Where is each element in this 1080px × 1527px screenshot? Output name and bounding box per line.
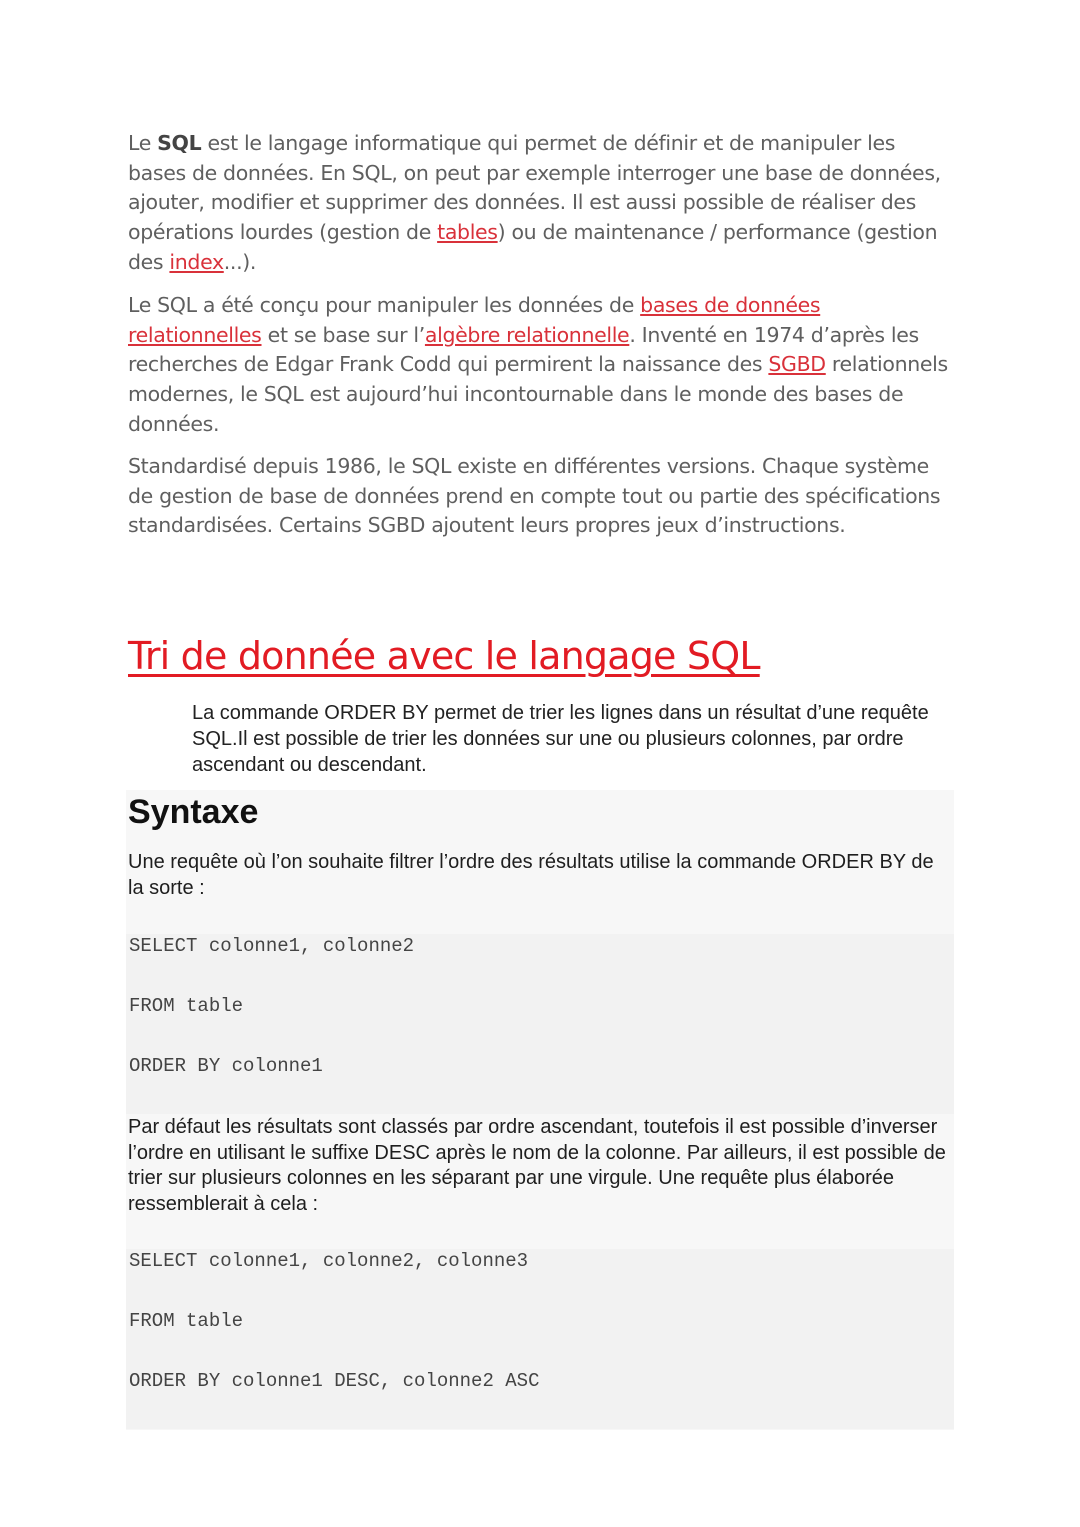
code-line: FROM table — [129, 995, 244, 1017]
sql-bold: SQL — [157, 131, 202, 155]
order-by-intro: La commande ORDER BY permet de trier les lignes dans un résultat d’une requête SQL.Il est possible de trier les données sur une ou plusieurs colonnes, par ordre ascendant ou descendant. — [192, 702, 929, 776]
code-line: ORDER BY colonne1 — [129, 1055, 323, 1077]
link-bases-de-donnees-relationnelles[interactable]: bases de données relationnelles — [128, 293, 821, 347]
text: relationnels modernes, le SQL est aujourd’hui incontournable dans le monde des bases de données. — [128, 352, 948, 436]
intro-paragraph-3: Standardisé depuis 1986, le SQL existe en différentes versions. Chaque système de gestion de base de données prend en compte tout ou partie des spécifications standardisées. Certains SGBD ajoutent leurs propres jeux d’instructions. — [128, 454, 941, 538]
syntax-heading: Syntaxe — [128, 793, 259, 831]
link-index[interactable]: index — [169, 249, 224, 274]
code-block-2 — [126, 1249, 954, 1429]
syntax-description-2: Par défaut les résultats sont classés par ordre ascendant, toutefois il est possible d’inverser l’ordre en utilisant le suffixe DESC après le nom de la colonne. Par ailleurs, il est possible de trier sur plusieurs colonnes en les séparant par une virgule. Une requête plus élaborée ressemblerait à cela : — [128, 1116, 946, 1215]
intro-paragraph-1 — [128, 129, 958, 278]
link-algebre-relationnelle[interactable]: algèbre relationnelle — [424, 322, 630, 347]
intro-paragraph-2 — [128, 291, 958, 440]
code-line: FROM table — [129, 1310, 244, 1332]
text: est le langage informatique qui permet de définir et de manipuler les bases de données. En SQL, on peut par exemple interroger une base de données, ajouter, modifier et supprimer des données. Il est aussi possible de réaliser des opérations lourdes (gestion de — [128, 131, 941, 245]
code-line: SELECT colonne1, colonne2 — [129, 935, 415, 957]
link-sgbd[interactable]: SGBD — [768, 352, 826, 377]
text: ...). — [223, 249, 257, 274]
syntax-description-1: Une requête où l’on souhaite filtrer l’ordre des résultats utilise la commande ORDER BY de la sorte : — [128, 851, 934, 899]
text: Le — [128, 131, 158, 155]
text: Le SQL a été conçu pour manipuler les données de — [128, 293, 641, 317]
section-title: Tri de donnée avec le langage SQL — [128, 634, 760, 678]
text: . Inventé en 1974 d’après les recherches de Edgar Frank Codd qui permirent la naissance des — [128, 322, 919, 377]
code-line: SELECT colonne1, colonne2, colonne3 — [129, 1250, 529, 1272]
code-block-1 — [126, 934, 954, 1114]
code-line: ORDER BY colonne1 DESC, colonne2 ASC — [129, 1370, 540, 1392]
text: ) ou de maintenance / performance (gestion des — [128, 220, 938, 274]
text: et se base sur l’ — [261, 322, 425, 347]
link-tables[interactable]: tables — [437, 220, 498, 245]
